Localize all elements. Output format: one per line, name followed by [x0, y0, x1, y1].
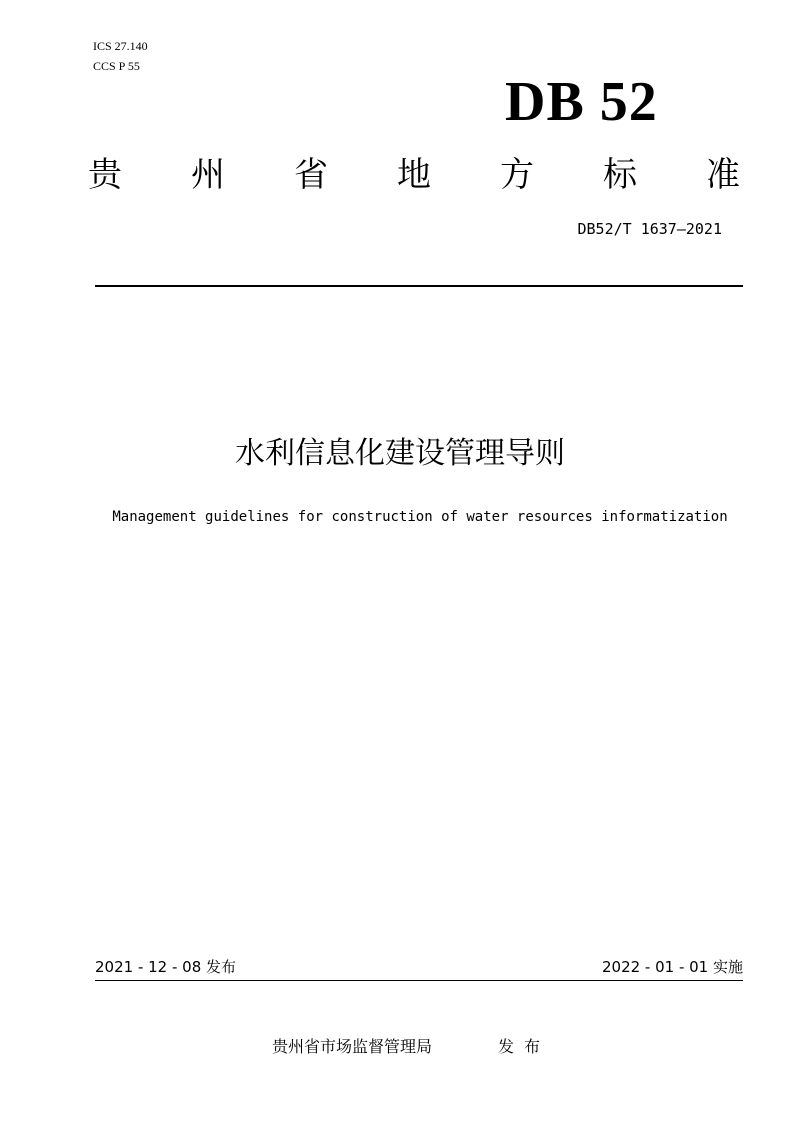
standard-class-char: 地	[397, 155, 431, 195]
footer-divider	[95, 980, 743, 981]
standard-class-char: 准	[706, 155, 740, 195]
standard-class-char: 方	[500, 155, 534, 195]
standard-number: DB52/T 1637—2021	[577, 220, 722, 238]
document-title-zh: 水利信息化建设管理导则	[235, 436, 565, 471]
implementation-date: 2022 - 01 - 01 实施	[601, 958, 743, 976]
issuing-action: 发布	[498, 1037, 551, 1056]
standard-class-char: 州	[191, 155, 225, 195]
standard-class-char: 标	[603, 155, 637, 195]
issue-date: 2021 - 12 - 08 发布	[95, 958, 237, 976]
standard-class-char: 贵	[88, 155, 122, 195]
issuing-authority: 贵州省市场监督管理局	[272, 1037, 433, 1056]
header-divider	[95, 285, 743, 287]
db-standard-mark: DB 52	[505, 71, 658, 133]
ccs-code: CCS P 55	[93, 59, 140, 73]
ics-code: ICS 27.140	[93, 39, 148, 53]
standard-classification	[88, 150, 740, 200]
document-title-en: Management guidelines for construction of water resources informatization	[112, 509, 728, 525]
standard-class-char: 省	[294, 155, 328, 195]
